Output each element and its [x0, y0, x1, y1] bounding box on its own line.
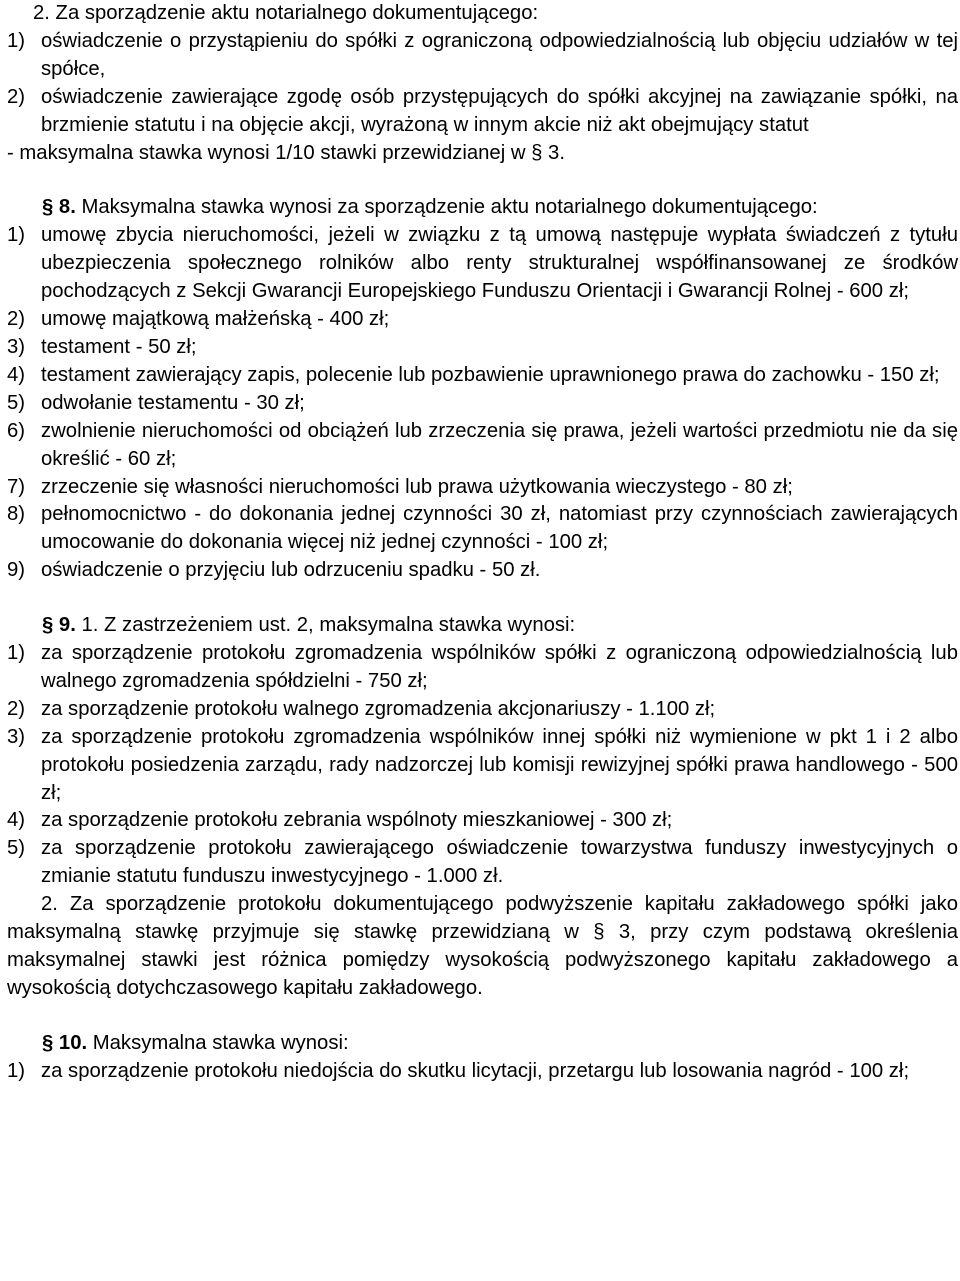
list-item [7, 390, 958, 418]
list-item [7, 1058, 958, 1086]
item-text: testament zawierający zapis, polecenie lub pozbawienie uprawnionego prawa do zachowku - 150 zł; [41, 363, 940, 386]
block1-item-1 [7, 28, 958, 84]
item-number: 1) [7, 642, 26, 665]
section8-intro [7, 194, 958, 222]
item-text: za sporządzenie protokołu zebrania wspólnoty mieszkaniowej - 300 zł; [41, 809, 673, 832]
item-text: za sporządzenie protokołu zgromadzenia wspólników spółki z ograniczoną odpowiedzialnością lub walnego zgromadzenia spółdzielni - 750 zł; [41, 642, 958, 692]
item-number: 2) [7, 85, 26, 108]
item-text: odwołanie testamentu - 30 zł; [41, 391, 305, 414]
list-item [7, 334, 958, 362]
section9-intro-text: 1. Z zastrzeżeniem ust. 2, maksymalna stawka wynosi: [81, 614, 576, 637]
list-item [7, 557, 958, 585]
item-text: zrzeczenie się własności nieruchomości lub prawa użytkowania wieczystego - 80 zł; [41, 475, 793, 498]
spacer [7, 167, 958, 194]
section8-intro-text: Maksymalna stawka wynosi za sporządzenie aktu notarialnego dokumentującego: [81, 196, 818, 219]
item-number: 8) [7, 503, 26, 526]
item-text: testament - 50 zł; [41, 335, 197, 358]
section10-intro-text: Maksymalna stawka wynosi: [92, 1031, 349, 1054]
list-item [7, 306, 958, 334]
section8-mark: § 8. [42, 196, 76, 219]
list-item [7, 222, 958, 306]
item-number: 3) [7, 725, 26, 748]
section10-intro [7, 1030, 958, 1058]
item-text: oświadczenie o przyjęciu lub odrzuceniu spadku - 50 zł. [41, 559, 541, 582]
item-text: za sporządzenie protokołu niedojścia do skutku licytacji, przetargu lub losowania nagród - 100 zł; [41, 1059, 910, 1082]
list-item [7, 724, 958, 808]
item-text: umowę zbycia nieruchomości, jeżeli w związku z tą umową następuje wypłata świadczeń z tytułu ubezpieczenia społecznego rolników albo renty strukturalnej współfinansowanej ze środków pochodzących z Sekcji Gwarancji Europejskiego Funduszu Orientacji i Gwarancji Rolnej - 600 zł; [41, 224, 958, 303]
item-number: 5) [7, 391, 26, 414]
section9-intro [7, 612, 958, 640]
item-number: 2) [7, 697, 26, 720]
item-number: 9) [7, 559, 26, 582]
section10-mark: § 10. [42, 1031, 88, 1054]
item-number: 1) [7, 224, 26, 247]
block1-closing: - maksymalna stawka wynosi 1/10 stawki przewidzianej w § 3. [7, 141, 565, 164]
item-number: 3) [7, 335, 26, 358]
item-text: oświadczenie zawierające zgodę osób przystępujących do spółki akcyjnej na zawiązanie spółki, na brzmienie statutu i na objęcie akcji, wyrażoną w innym akcie niż akt obejmujący statut [41, 85, 958, 136]
item-number: 6) [7, 419, 26, 442]
item-number: 4) [7, 363, 26, 386]
item-number: 1) [7, 29, 26, 52]
item-number: 7) [7, 475, 26, 498]
section8-items [7, 222, 958, 585]
section9-para2: 2. Za sporządzenie protokołu dokumentującego podwyższenie kapitału zakładowego spółki jako maksymalną stawkę przyjmuje się stawkę przewidzianą w § 3, przy czym podstawą określenia maksymalnej stawki jest różnica pomiędzy wysokością podwyższonego kapitału zakładowego a wysokością dotychczasowego kapitału zakładowego. [7, 893, 958, 999]
list-item [7, 640, 958, 696]
item-number: 2) [7, 308, 26, 331]
item-number: 1) [7, 1059, 26, 1082]
list-item [7, 501, 958, 557]
section9-items [7, 640, 958, 891]
item-text: za sporządzenie protokołu zawierającego oświadczenie towarzystwa funduszy inwestycyjnych o zmianie statutu funduszu inwestycyjnego - 1.000 zł. [41, 837, 958, 888]
spacer [7, 585, 958, 612]
item-text: pełnomocnictwo - do dokonania jednej czynności 30 zł, natomiast przy czynnościach zawierających umocowanie do dokonania więcej niż jednej czynności - 100 zł; [41, 503, 958, 554]
section9-mark: § 9. [42, 614, 76, 637]
block1-item-2 [7, 84, 958, 140]
item-text: zwolnienie nieruchomości od obciążeń lub zrzeczenia się prawa, jeżeli wartości przedmiotu nie da się określić - 60 zł; [41, 419, 958, 470]
item-number: 4) [7, 809, 26, 832]
item-text: oświadczenie o przystąpieniu do spółki z ograniczoną odpowiedzialnością lub objęciu udziałów w tej spółce, [41, 29, 958, 80]
item-number: 5) [7, 837, 26, 860]
list-item [7, 362, 958, 390]
list-item [7, 807, 958, 835]
item-text: za sporządzenie protokołu zgromadzenia wspólników innej spółki niż wymienione w pkt 1 i 2 albo protokołu posiedzenia zarządu, rady nadzorczej lub komisji rewizyjnej spółki prawa handlowego - 500 zł; [41, 725, 958, 804]
list-item [7, 418, 958, 474]
list-item [7, 696, 958, 724]
document-page [7, 0, 958, 1086]
block1-intro: 2. Za sporządzenie aktu notarialnego dokumentującego: [33, 2, 539, 24]
item-text: umowę majątkową małżeńską - 400 zł; [41, 308, 390, 331]
list-item [7, 835, 958, 891]
section10-items [7, 1058, 958, 1086]
item-text: za sporządzenie protokołu walnego zgromadzenia akcjonariuszy - 1.100 zł; [41, 697, 716, 720]
list-item [7, 474, 958, 502]
spacer [7, 1003, 958, 1030]
